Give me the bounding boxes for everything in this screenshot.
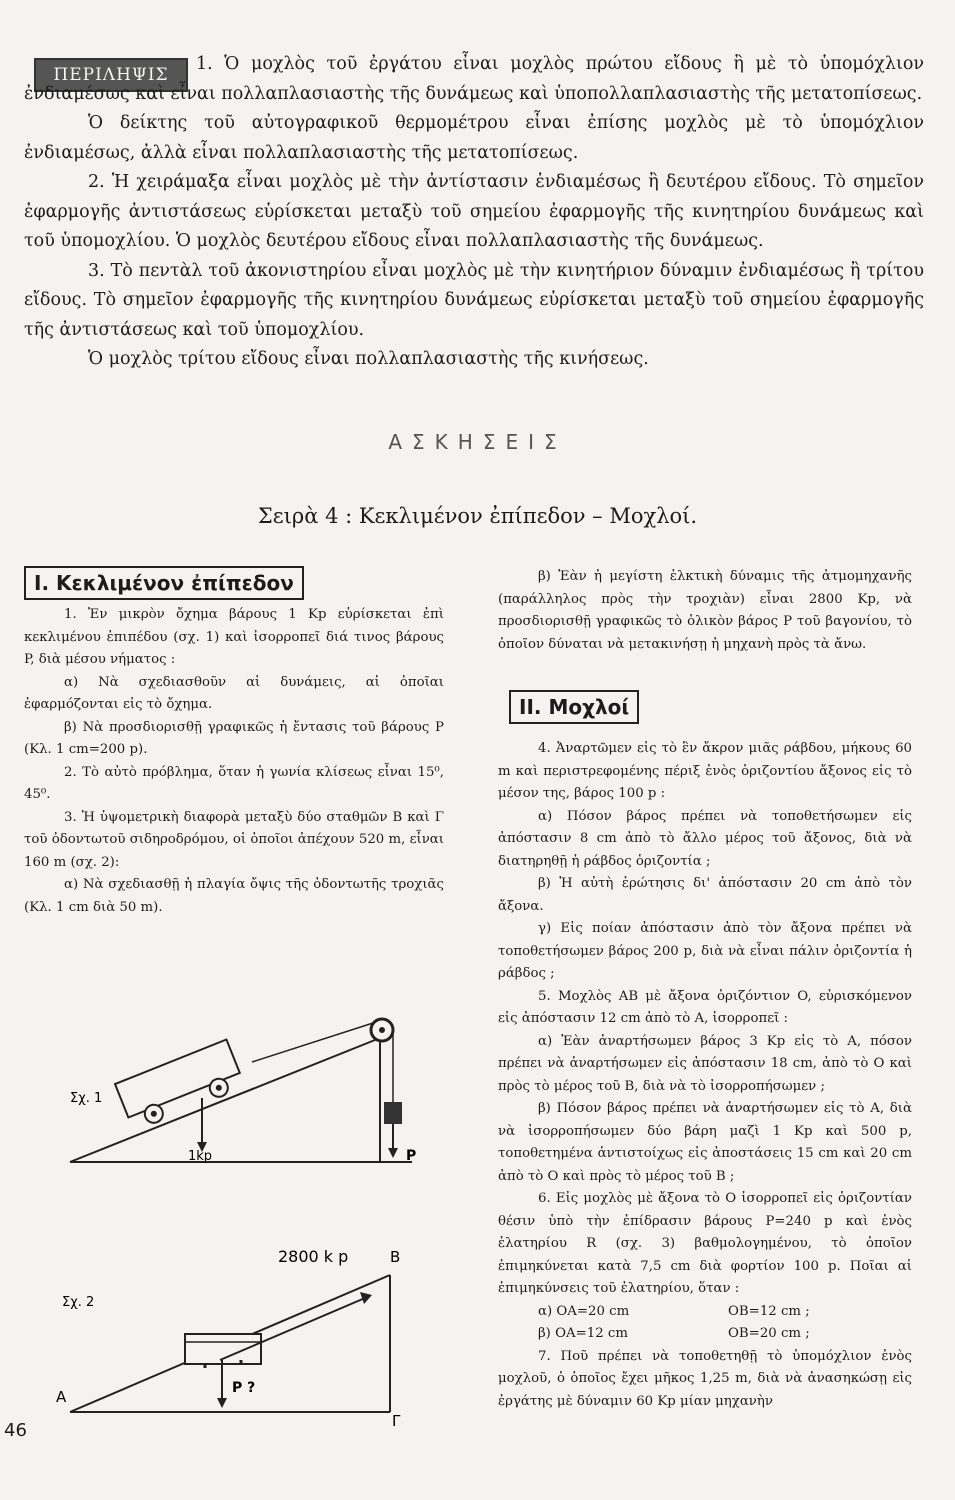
- figure-2: [20, 1230, 460, 1430]
- fig2-a-label: A: [56, 1388, 67, 1406]
- fig1-label: Σχ. 1: [70, 1091, 103, 1106]
- summary-paragraph-2: Ὁ δείκτης τοῦ αὐτογραφικοῦ θερμομέτρου εἶναι ἐπίσης μοχλὸς μὲ τὸ ὑπομόχλιον ἐνδιαμέσως, ἀλλὰ εἶναι πολλαπλασιαστὴς τῆς μετατοπίσεως.: [24, 113, 924, 163]
- summary-section: [24, 50, 924, 375]
- fig1-p-label: P: [406, 1148, 417, 1164]
- fig2-force-arrow: [360, 1292, 372, 1304]
- ex1b-text: β) Νὰ προσδιορισθῇ γραφικῶς ἡ ἔντασις τοῦ βάρους P (Κλ. 1 cm=200 p).: [24, 719, 444, 757]
- ex2-text: 2. Τὸ αὐτὸ πρόβλημα, ὅταν ἡ γωνία κλίσεως εἶναι 15⁰, 45⁰.: [24, 764, 444, 802]
- ex1a-text: α) Νὰ σχεδιασθοῦν αἱ δυνάμεις, αἱ ὁποῖαι ἐφαρμόζονται εἰς τὸ ὄχημα.: [24, 674, 444, 712]
- page-number: 46: [4, 1420, 27, 1441]
- ex3-text: 3. Ἡ ὑψομετρικὴ διαφορὰ μεταξὺ δύο σταθμῶν B καὶ Γ τοῦ ὀδοντωτοῦ σιδηροδρόμου, οἱ ὁποῖοι ἀπέχουν 520 m, εἶναι 160 m (σχ. 2):: [24, 809, 444, 870]
- summary-paragraph-5: Ὁ μοχλὸς τρίτου εἴδους εἶναι πολλαπλασιαστὴς τῆς κινήσεως.: [88, 349, 649, 369]
- fig2-label: Σχ. 2: [62, 1295, 95, 1310]
- series-title: Σειρὰ 4 : Κεκλιμένον ἐπίπεδον – Μοχλοί.: [257, 504, 698, 528]
- ex3b-text: β) Ἐὰν ἡ μεγίστη ἑλκτικὴ δύναμις τῆς ἀτμομηχανῆς (παράλληλος πρὸς τὴν τροχιὰν) εἶναι 2800 Kp, νὰ προσδιορισθῇ γραφικῶς τὸ ὁλικὸν βάρος P τοῦ βαγονίου, τὸ ὁποῖον δύναται νὰ μετακινήσῃ ἡ μηχανὴ πρὸς τὰ ἄνω.: [498, 569, 912, 652]
- ob-b: OB=20 cm ;: [728, 1326, 810, 1341]
- fig1-weight-label: 1kp: [188, 1149, 213, 1164]
- fig2-force-label: 2800 k p: [278, 1247, 349, 1266]
- oa-row-b: [498, 1323, 912, 1346]
- summary-paragraph-3: 2. Ἡ χειράμαξα εἶναι μοχλὸς μὲ τὴν ἀντίστασιν ἐνδιαμέσως ἢ δευτέρου εἴδους. Τὸ σημεῖον ἐφαρμογῆς ἀντιστάσεως εὑρίσκεται μεταξὺ τοῦ σημείου ἐφαρμογῆς τῆς κινητηρίου δυνάμεως καὶ τοῦ ὑπομοχλίου. Ὁ μοχλὸς δευτέρου εἴδους εἶναι πολλαπλασιαστὴς τῆς δυνάμεως.: [24, 172, 924, 251]
- oa-a: α) OA=20 cm: [538, 1303, 630, 1319]
- ex3b-block: [498, 566, 912, 656]
- ex4a-text: α) Πόσον βάρος πρέπει νὰ τοποθετήσωμεν εἰς ἀπόστασιν 8 cm ἀπὸ τὸ ἄλλο μέρος τοῦ ἄξονος, διὰ νὰ διατηρηθῇ ἡ ράβδος ὁριζοντία ;: [498, 808, 912, 869]
- summary-paragraph-4: 3. Τὸ πεντὰλ τοῦ ἀκονιστηρίου εἶναι μοχλὸς μὲ τὴν κινητήριον δύναμιν ἐνδιαμέσως ἢ τρίτου εἴδους. Τὸ σημεῖον ἐφαρμογῆς τῆς κινητηρίου δυνάμεως εὑρίσκεται μεταξὺ τοῦ σημείου ἐφαρμογῆς τῆς ἀντιστάσεως καὶ τοῦ ὑπομοχλίου.: [24, 260, 924, 340]
- fig2-g-label: Γ: [392, 1412, 401, 1430]
- section2-title: II. Μοχλοί: [509, 690, 639, 724]
- ex4c-text: γ) Εἰς ποίαν ἀπόστασιν ἀπὸ τὸν ἄξονα πρέπει νὰ τοποθετήσωμεν βάρος 200 p, διὰ νὰ εἶναι πάλιν ὁριζοντία ἡ ράβδος ;: [498, 921, 912, 981]
- ex5-text: 5. Μοχλὸς AB μὲ ἄξονα ὁριζόντιον O, εὑρισκόμενον εἰς ἀπόστασιν 12 cm ἀπὸ τὸ A, ἰσορροπεῖ :: [498, 988, 912, 1026]
- ex1-text: 1. Ἐν μικρὸν ὄχημα βάρους 1 Kp εὑρίσκεται ἐπὶ κεκλιμένου ἐπιπέδου (σχ. 1) καὶ ἰσορροπεῖ διά τινος βάρους P, διὰ μέσου νήματος :: [24, 607, 444, 667]
- fig2-p-label: P ?: [232, 1380, 256, 1396]
- ob-a: OB=12 cm ;: [728, 1303, 810, 1319]
- summary-badge: ΠΕΡΙΛΗΨΙΣ: [34, 58, 188, 92]
- ex3a-text: α) Νὰ σχεδιασθῇ ἡ πλαγία ὄψις τῆς ὀδοντωτῆς τροχιᾶς (Κλ. 1 cm διὰ 50 m).: [24, 877, 444, 915]
- fig2-p-arrow: [217, 1398, 227, 1408]
- ex6-text: 6. Εἰς μοχλὸς μὲ ἄξονα τὸ O ἰσορροπεῖ εἰς ὁριζοντίαν θέσιν ὑπὸ τὴν ἐπίδρασιν βάρους P=240 p καὶ ἑνὸς ἐλατηρίου R (σχ. 3) βαθμολογημένου, τὸ ὁποῖον ἐπιμηκύνεται κατὰ 7,5 cm διὰ φορτίον 100 p. Ποῖαι αἱ ἐπιμηκύνσεις τοῦ ἐλατηρίου, ὅταν :: [498, 1191, 912, 1296]
- ex5b-text: β) Πόσον βάρος πρέπει νὰ ἀναρτήσωμεν εἰς τὸ A, διὰ νὰ ἰσορροπήσωμεν δύο βάρη μαζὶ 1 Kp καὶ 500 p, τοποθετημένα ἀντιστοίχως εἰς ἀποστάσεις 15 cm καὶ 20 cm ἀπὸ τὸ O καὶ πρὸς τὸ μέρος τοῦ B ;: [498, 1101, 912, 1184]
- oa-b: β) OA=12 cm: [538, 1326, 628, 1341]
- summary-paragraph-1: 1. Ὁ μοχλὸς τοῦ ἐργάτου εἶναι μοχλὸς πρώτου εἴδους ἢ μὲ τὸ ὑπομόχλιον ἐνδιαμέσως καὶ εἶναι πολλαπλασιαστὴς τῆς δυνάμεως καὶ ὑποπολλαπλασιαστὴς τῆς μετατοπίσεως.: [24, 54, 924, 104]
- figure-1: [20, 990, 460, 1170]
- section1-title: I. Κεκλιμένον ἐπίπεδον: [24, 566, 304, 600]
- ex7-text: 7. Ποῦ πρέπει νὰ τοποθετηθῇ τὸ ὑπομόχλιον ἑνὸς μοχλοῦ, ὁ ὁποῖος ἔχει μῆκος 1,25 m, διὰ νὰ ἀνασηκώσῃ εἰς ἐργάτης μὲ δύναμιν 60 Kp μίαν μηχανὴν: [498, 1348, 912, 1409]
- oa-row-a: [498, 1301, 912, 1324]
- fig1-weight: [384, 1102, 402, 1124]
- ex4-text: 4. Ἀναρτῶμεν εἰς τὸ ἓν ἄκρον μιᾶς ράβδου, μήκους 60 m καὶ περιστρεφομένης πέριξ ἑνὸς ὁριζοντίου ἄξονος εἰς τὸ μέσον της, βάρος 100 p :: [498, 741, 912, 801]
- fig1-p-arrow: [388, 1148, 398, 1158]
- fig2-force-line: [220, 1298, 365, 1360]
- section1-body: [24, 604, 444, 919]
- fig2-b-label: B: [390, 1248, 401, 1266]
- fig1-string: [252, 1023, 373, 1062]
- ex5a-text: α) Ἐὰν ἀναρτήσωμεν βάρος 3 Kp εἰς τὸ A, πόσον πρέπει νὰ ἀναρτήσωμεν εἰς ἀπόστασιν 18 cm, ἀπὸ τὸ O καὶ πρὸς τὸ μέρος τοῦ B, διὰ νὰ τὸ ἰσορροπήσωμεν ;: [498, 1033, 912, 1094]
- ex4b-text: β) Ἡ αὐτὴ ἐρώτησις δι' ἀπόστασιν 20 cm ἀπὸ τὸν ἄξονα.: [498, 876, 912, 914]
- section2-body: [498, 738, 912, 1413]
- exercises-heading: ΑΣΚΗΣΕΙΣ: [388, 430, 567, 454]
